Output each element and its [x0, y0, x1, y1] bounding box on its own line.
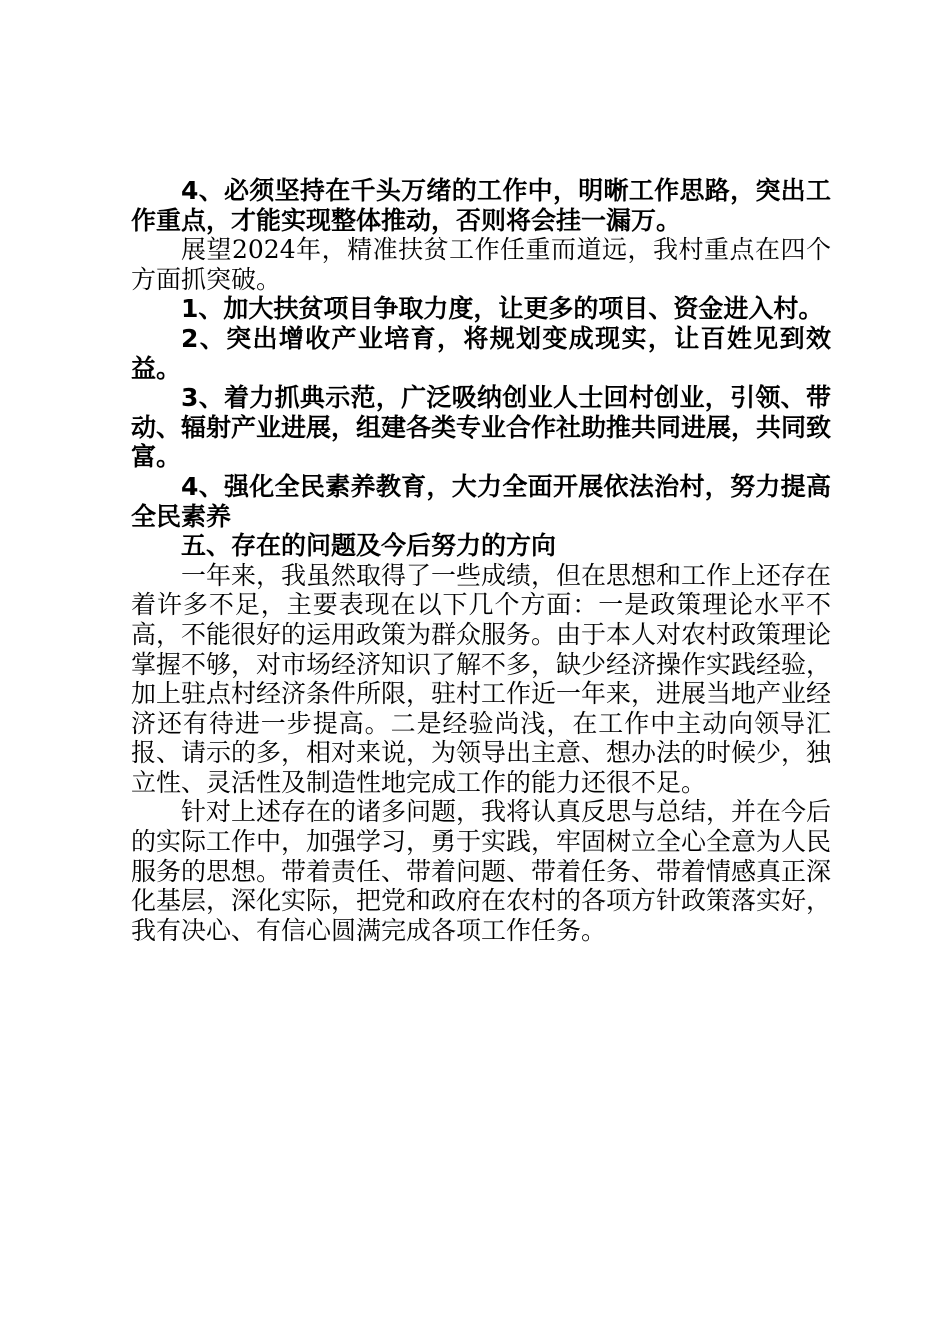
- paragraph-outlook-2024: 展望2024年，精准扶贫工作任重而道远，我村重点在四个方面抓突破。: [131, 235, 831, 294]
- paragraph-plan-2: 2、突出增收产业培育，将规划变成现实，让百姓见到效益。: [131, 323, 831, 383]
- paragraph-plan-1: 1、加大扶贫项目争取力度，让更多的项目、资金进入村。: [181, 294, 824, 324]
- paragraph-lesson-4: 4、必须坚持在千头万绪的工作中，明晰工作思路，突出工作重点，才能实现整体推动，否则将会挂一漏万。: [131, 176, 831, 235]
- paragraph-plan-3: 3、着力抓典示范，广泛吸纳创业人士回村创业，引领、带动、辐射产业进展，组建各类专业合作社助推共同进展，共同致富。: [131, 383, 832, 472]
- paragraph-problems: 一年来，我虽然取得了一些成绩，但在思想和工作上还存在着许多不足，主要表现在以下几个方面：一是政策理论水平不高，不能很好的运用政策为群众服务。由于本人对农村政策理论掌握不够，对市场经济知识了解不多，缺少经济操作实践经验，加上驻点村经济条件所限，驻村工作近一年来，进展当地产业经济还有待进一步提高。二是经验尚浅，在工作中主动向领导汇报、请示的多，相对来说，为领导出主意、想办法的时候少，独立性、灵活性及制造性地完成工作的能力还很不足。: [131, 560, 832, 797]
- paragraph-plan-4: 4、强化全民素养教育，大力全面开展依法治村，努力提高全民素养: [131, 471, 831, 531]
- section-heading-problems: 五、存在的问题及今后努力的方向: [181, 531, 557, 561]
- paragraph-future-direction: 针对上述存在的诸多问题，我将认真反思与总结，并在今后的实际工作中，加强学习，勇于实践，牢固树立全心全意为人民服务的思想。带着责任、带着问题、带着任务、带着情感真正深化基层，深化实际，把党和政府在农村的各项方针政策落实好，我有决心、有信心圆满完成各项工作任务。: [131, 797, 832, 945]
- document-body: [131, 176, 831, 945]
